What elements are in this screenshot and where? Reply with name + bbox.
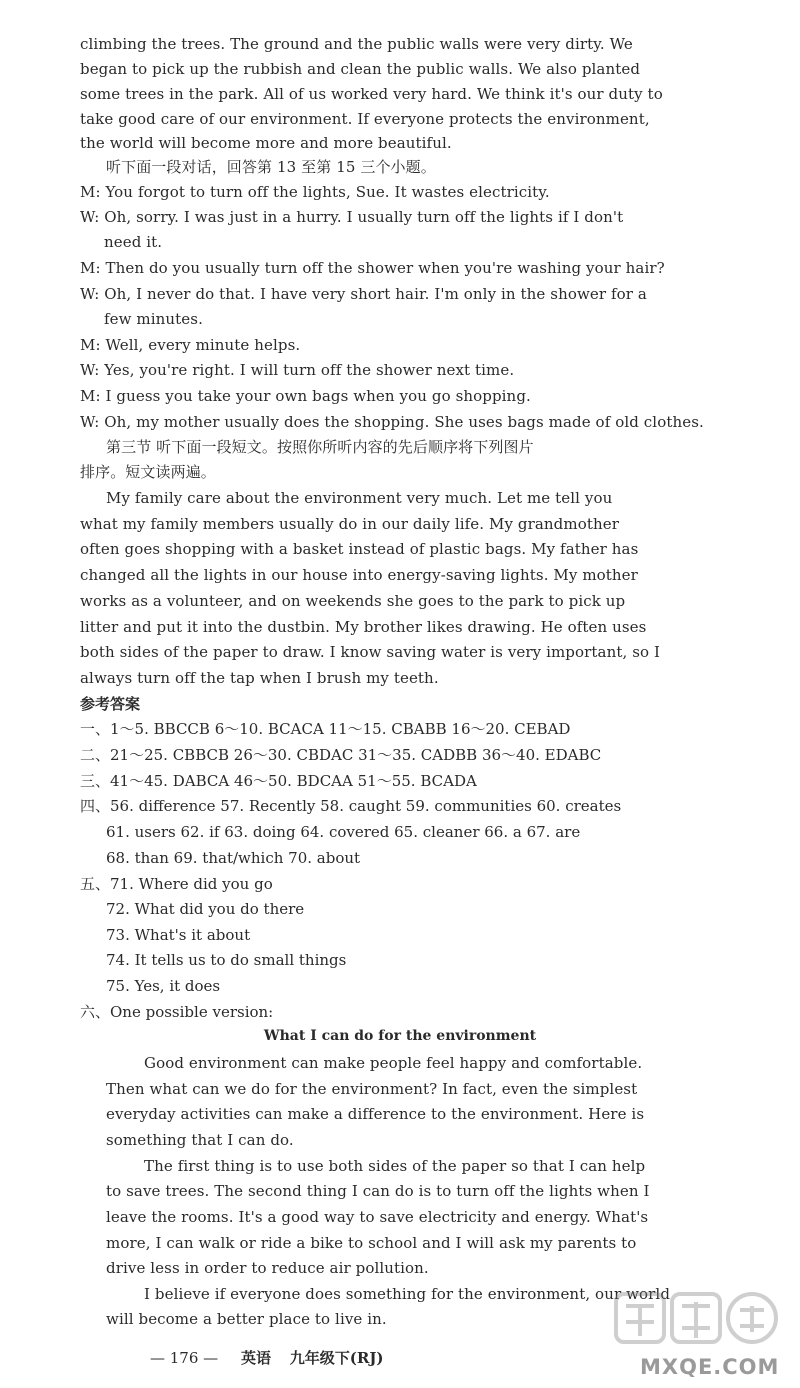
section3-intro-line-2: 排序。短文读两遍。 <box>80 463 216 481</box>
answer-row-10: 74. It tells us to do small things <box>106 951 347 969</box>
answer-row-5: 61. users 62. if 63. doing 64. covered 65. cleaner 66. a 67. are <box>106 823 581 841</box>
answer-row-7: 五、71. Where did you go <box>80 875 273 893</box>
passage1-line-1: climbing the trees. The ground and the public walls were very dirty. We <box>80 35 633 53</box>
essay-line-2: Then what can we do for the environment? In fact, even the simplest <box>106 1080 638 1098</box>
passage2-line-4: changed all the lights in our house into energy-saving lights. My mother <box>80 566 638 584</box>
passage1-line-4: take good care of our environment. If everyone protects the environment, <box>80 110 650 128</box>
answer-row-4: 四、56. difference 57. Recently 58. caught 59. communities 60. creates <box>80 797 622 815</box>
dialog-line-3: need it. <box>104 233 163 251</box>
dialog-line-10: W: Oh, my mother usually does the shopping. She uses bags made of old clothes. <box>80 413 704 431</box>
answer-row-8: 72. What did you do there <box>106 900 305 918</box>
page-number: — 176 — <box>150 1349 219 1367</box>
passage2-line-2: what my family members usually do in our daily life. My grandmother <box>80 515 619 533</box>
essay-line-8: more, I can walk or ride a bike to school and I will ask my parents to <box>106 1234 637 1252</box>
passage1-line-3: some trees in the park. All of us worked very hard. We think it's our duty to <box>80 85 663 103</box>
answer-row-3: 三、41～45. DABCA 46～50. BDCAA 51～55. BCADA <box>80 772 477 790</box>
answer-row-1: 一、1～5. BBCCB 6～10. BCACA 11～15. CBABB 16～20. CEBAD <box>80 720 571 738</box>
passage2-line-7: both sides of the paper to draw. I know saving water is very important, so I <box>80 643 661 661</box>
essay-line-6: to save trees. The second thing I can do is to turn off the lights when I <box>106 1182 650 1200</box>
dialog-line-6: few minutes. <box>104 310 203 328</box>
essay-line-3: everyday activities can make a difference to the environment. Here is <box>106 1105 645 1123</box>
essay-line-7: leave the rooms. It's a good way to save electricity and energy. What's <box>106 1208 649 1226</box>
essay-line-4: something that I can do. <box>106 1131 294 1149</box>
dialog-line-8: W: Yes, you're right. I will turn off the shower next time. <box>80 361 515 379</box>
answers-heading: 参考答案 <box>80 695 141 713</box>
essay-line-9: drive less in order to reduce air pollution. <box>106 1259 429 1277</box>
passage1-line-5: the world will become more and more beautiful. <box>80 134 452 152</box>
answer-row-9: 73. What's it about <box>106 926 251 944</box>
answer-row-2: 二、21～25. CBBCB 26～30. CBDAC 31～35. CADBB 36～40. EDABC <box>80 746 602 764</box>
essay-line-1: Good environment can make people feel happy and comfortable. <box>144 1054 643 1072</box>
answer-row-12: 六、One possible version: <box>80 1003 274 1021</box>
dialog-line-4: M: Then do you usually turn off the shower when you're washing your hair? <box>80 259 665 277</box>
dialog-line-5: W: Oh, I never do that. I have very short hair. I'm only in the shower for a <box>80 285 647 303</box>
watermark-text: MXQE.COM <box>640 1355 780 1379</box>
section3-intro-line-1: 第三节 听下面一段短文。按照你所听内容的先后顺序将下列图片 <box>106 438 534 456</box>
essay-line-11: will become a better place to live in. <box>106 1310 387 1328</box>
dialog-line-9: M: I guess you take your own bags when you go shopping. <box>80 387 531 405</box>
footer-subject: 英语 <box>240 1349 271 1367</box>
answer-row-6: 68. than 69. that/which 70. about <box>106 849 361 867</box>
passage2-line-1: My family care about the environment very much. Let me tell you <box>106 489 613 507</box>
passage2-line-8: always turn off the tap when I brush my teeth. <box>80 669 439 687</box>
passage1-line-2: began to pick up the rubbish and clean the public walls. We also planted <box>80 60 641 78</box>
passage2-line-5: works as a volunteer, and on weekends she goes to the park to pick up <box>80 592 626 610</box>
dialog-intro: 听下面一段对话，回答第 13 至第 15 三个小题。 <box>106 158 436 176</box>
essay-line-10: I believe if everyone does something for the environment, our world <box>144 1285 671 1303</box>
passage2-line-6: litter and put it into the dustbin. My brother likes drawing. He often uses <box>80 618 647 636</box>
page-footer <box>150 1347 384 1368</box>
dialog-line-7: M: Well, every minute helps. <box>80 336 301 354</box>
passage2-line-3: often goes shopping with a basket instead of plastic bags. My father has <box>80 540 639 558</box>
essay-title: What I can do for the environment <box>263 1028 537 1044</box>
dialog-line-1: M: You forgot to turn off the lights, Sue. It wastes electricity. <box>80 183 550 201</box>
essay-line-5: The first thing is to use both sides of the paper so that I can help <box>144 1157 646 1175</box>
footer-grade: 九年级下(RJ) <box>289 1349 384 1367</box>
dialog-line-2: W: Oh, sorry. I was just in a hurry. I usually turn off the lights if I don't <box>80 208 624 226</box>
answer-row-11: 75. Yes, it does <box>106 977 221 995</box>
